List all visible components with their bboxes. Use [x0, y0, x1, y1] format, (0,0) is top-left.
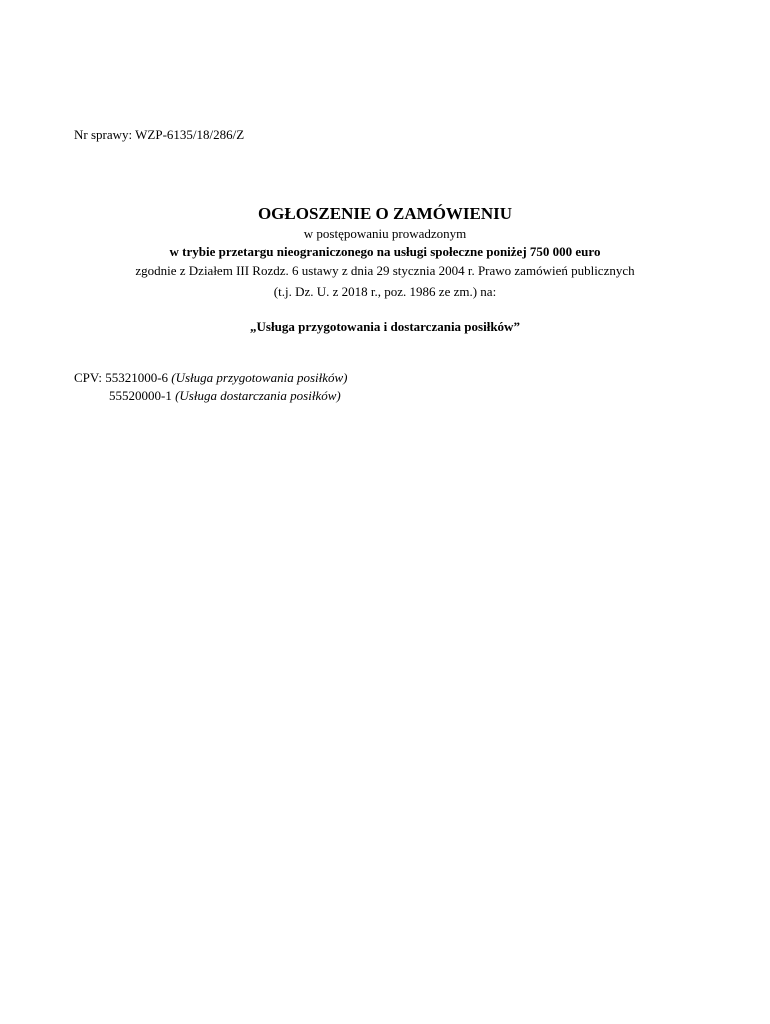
legal-reference-line: (t.j. Dz. U. z 2018 r., poz. 1986 ze zm.) na:: [273, 284, 497, 299]
cpv-description: (Usługa dostarczania posiłków): [175, 388, 341, 403]
cpv-description: (Usługa przygotowania posiłków): [171, 370, 348, 385]
procedure-line: w postępowaniu prowadzonym: [303, 226, 467, 241]
procedure-mode-line: w trybie przetargu nieograniczonego na usługi społeczne poniżej 750 000 euro: [169, 244, 601, 259]
cpv-label: CPV:: [74, 370, 102, 385]
contract-subject: „Usługa przygotowania i dostarczania posiłków”: [250, 319, 520, 334]
cpv-codes: [74, 369, 348, 405]
case-number: Nr sprawy: WZP-6135/18/286/Z: [74, 127, 245, 142]
cpv-row: [74, 387, 348, 405]
cpv-row: [74, 369, 348, 387]
legal-basis-line: zgodnie z Działem III Rozdz. 6 ustawy z dnia 29 stycznia 2004 r. Prawo zamówień publicznych: [135, 263, 635, 278]
cpv-code: 55520000-1: [109, 388, 172, 403]
notice-title: OGŁOSZENIE O ZAMÓWIENIU: [257, 204, 513, 223]
cpv-code: 55321000-6: [105, 370, 169, 385]
